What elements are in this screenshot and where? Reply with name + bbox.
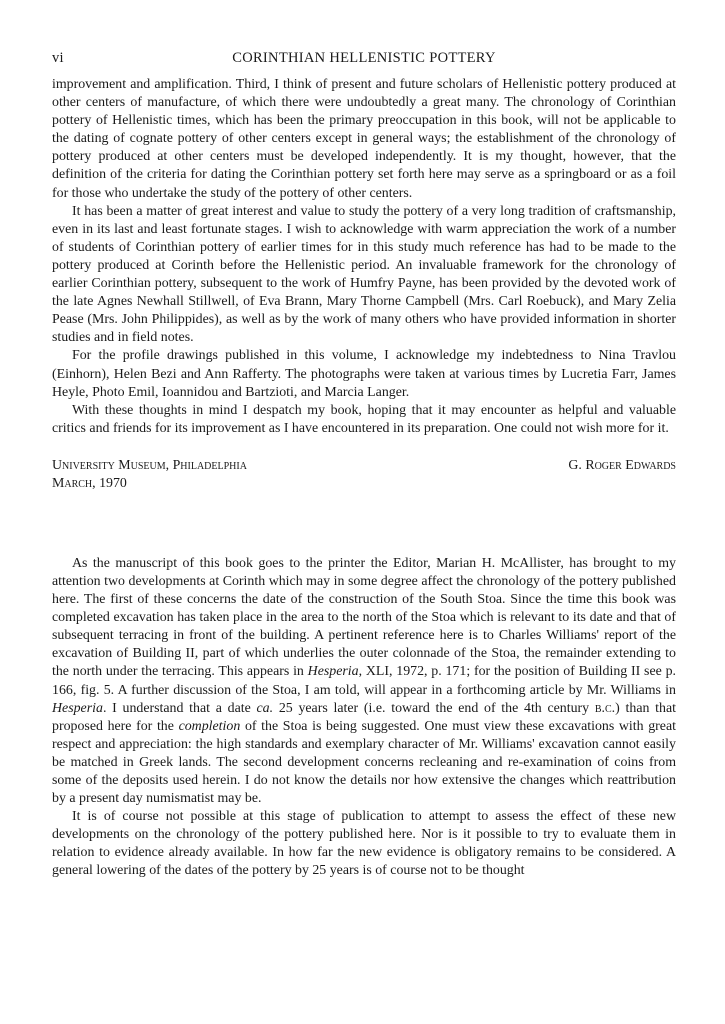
preface-paragraph-1: improvement and amplification. Third, I think of present and future scholars of Hellenistic pottery produced at other centers of manufacture, of which there were undoubtedly a great many. The chronology of Corinthian pottery of Hellenistic times, which has been the primary preoccupation in this book, will not be applicable to the dating of cognate pottery of other centers except in general ways; the establishment of the chronology of pottery produced at other centers must be developed independently. It is my thought, however, that the definition of the criteria for dating the Corinthian pottery set forth here may serve as a springboard or as a foil for those who undertake the study of the pottery of other centers. [52,77,676,201]
addendum-text: ) than that proposed here for the [52,700,676,734]
page-body [52,76,676,881]
journal-title: Hesperia [52,700,103,716]
signature-block [52,457,676,493]
addendum-text: of the Stoa is being suggested. One must view these excavations with great respect and appreciation: the high standards and exemplary character of Mr. Williams' excavation cannot easily be matched in Greek lands. The second development concerns recleaning and re-examination of coins from some of the deposits used herein. I do not know the details nor how extensive the changes which reattribution by a present day numismatist may be. [52,718,676,807]
addendum-paragraph-2: It is of course not possible at this stage of publication to attempt to assess the effect of these new developments on the chronology of the pottery published here. Nor is it possible to try to evaluate them in relation to evidence already available. In how far the new evidence is obligatory remains to be considered. A general lowering of the dates of the pottery by 25 years is of course not to be thought [52,809,676,879]
addendum-text: 25 years later (i.e. toward the end of the 4th century [273,700,595,716]
preface-paragraph-4: With these thoughts in mind I despatch my book, hoping that it may encounter as helpful and valuable critics and friends for its improvement as I have encountered in its preparation. One could not wish more for it. [52,402,676,436]
signature-author: G. Roger Edwards [568,457,676,473]
signature-date: March, 1970 [52,475,127,491]
addendum-paragraph-1 [52,555,676,808]
addendum-text: , XLI, 1972, p. 171; for the position of Building II see p. 166, fig. 5. A further discussion of the Stoa, I am told, will appear in a forthcoming article by Mr. Williams in [52,664,676,698]
addendum-text: . I understand that a date [102,700,257,716]
signature-place-date [52,457,247,493]
running-title: CORINTHIAN HELLENISTIC POTTERY [232,50,496,66]
running-header [52,50,676,70]
preface-paragraph-2: It has been a matter of great interest and value to study the pottery of a very long tradition of craftsmanship, even in its last and least fortunate stages. I wish to acknowledge with warm appreciation the work of a number of students of Corinthian pottery of earlier times for in this study much reference has had to be made to the pottery produced at Corinth before the Hellenistic period. An invaluable framework for the chronology of earlier Corinthian pottery, subsequent to the work of Humfry Payne, has been provided by the devoted work of the late Agnes Newhall Stillwell, of Eva Brann, Mary Thorne Campbell (Mrs. Carl Roebuck), and Mary Zelia Pease (Mrs. John Philippides), as well as by the work of many others who have provided information in shorter studies and in field notes. [52,203,676,346]
signature-place: University Museum, Philadelphia [52,457,247,473]
emphasis-completion: completion [178,718,241,734]
page-number: vi [52,50,64,66]
preface-paragraph-3: For the profile drawings published in this volume, I acknowledge my indebtedness to Nina Travlou (Einhorn), Helen Bezi and Ann Rafferty. The photographs were taken at various times by Lucretia Farr, James Heyle, Photo Emil, Ioannidou and Bartzioti, and Marcia Langer. [52,348,676,400]
journal-title: Hesperia [307,664,359,680]
bc-abbrev: b.c. [594,700,616,716]
addendum-text: As the manuscript of this book goes to the printer the Editor, Marian H. McAllister, has brought to my attention two developments at Corinth which may in some degree affect the chronology of the pottery published here. The first of these concerns the date of the construction of the South Stoa. Since the time this book was completed excavation has taken place in the area to the north of the Stoa which is relevant to its date and that of subsequent terracing in front of the building. A pertinent reference here is to Charles Williams' report of the excavation of Building II, part of which underlies the outer colonnade of the Stoa, the remainder extending to the north under the terracing. This appears in [52,555,676,680]
addendum [52,555,676,881]
circa-abbrev: ca. [256,700,274,716]
